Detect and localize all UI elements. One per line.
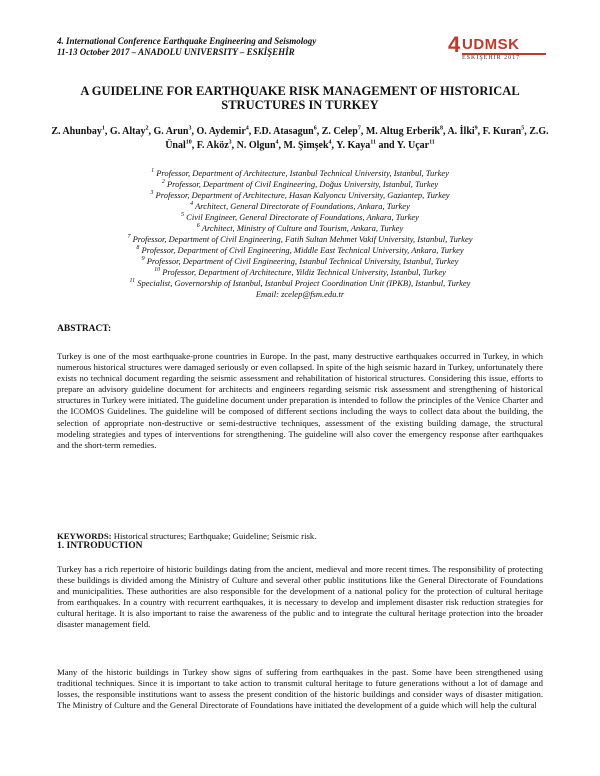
affiliation-text: Professor, Department of Architecture, Istanbul Technical University, Istanbul, Turkey xyxy=(156,168,449,178)
author xyxy=(483,126,530,137)
conference-logo xyxy=(448,33,548,67)
author-separator: , xyxy=(524,126,530,137)
author xyxy=(51,126,110,137)
intro-paragraph-2: Many of the historic buildings in Turkey show signs of suffering from earthquakes in the past. Some have been strengthened using traditional techniques. Since it is important to take action to transmit cultural heritage to future generations without a lot of damage and losses, the responsible institutions want to assess the present condition of the historic buildings and consider ways of disaster mitigation. The Ministry of Culture and the General Directorate of Foundations have initiated the development of a guide which will help the cultural xyxy=(57,667,543,711)
affiliation-text: Specialist, Governorship of Istanbul, Istanbul Project Coordination Unit (IPKB), Istanbul, Turkey xyxy=(137,278,471,288)
author-name: F. Kuran xyxy=(482,126,522,137)
keywords-text: Historical structures; Earthquake; Guideline; Seismic risk. xyxy=(113,531,317,541)
affiliation xyxy=(40,168,560,179)
affiliation xyxy=(40,212,560,223)
intro-paragraph-1: Turkey has a rich repertoire of historic buildings dating from the ancient, medieval and more recent times. The responsibility of protecting these buildings is divided among the Ministry of Culture and several other public institutions like the General Directorate of Foundations and municipalities. These authorities are also responsible for the development of a national policy for the protection of cultural heritage from earthquakes. In a country with recurrent earthquakes, it is necessary to develop and implement disaster risk reduction strategies for cultural heritage. It is also important to raise the awareness of the public and to integrate the cultural heritage protection into the broader disaster management field. xyxy=(57,564,543,630)
author-separator: , xyxy=(477,126,483,137)
author-affiliation-number: 11 xyxy=(370,139,376,146)
author-affiliation-number: 6 xyxy=(313,125,317,132)
abstract-text: Turkey is one of the most earthquake-prone countries in Europe. In the past, many destructive earthquakes occurred in Turkey, in which numerous historical structures were damaged seriously or even collapsed. In spite of the high seismic hazard in Turkey, unfortunately there exists no technical document regarding the seismic assessment and rehabilitation of historical structures. Considering this issue, efforts to prepare an advisory guideline document for architects and engineers regarding seismic risk assessment and strengthening of historical structures in Turkey were initiated. The guideline document under preparation is intended to follow the principles of the Venice Charter and the ICOMOS Guidelines. The guideline will be composed of different sections including the ways to collect data about the building, the selection of appropriate non-destructive or semi-destructive techniques, assessment of the existing building damage, the structural modeling strategies and types of interventions for strengthening. The guideline will also cover the emergency response after earthquakes and the short-term remedies. xyxy=(57,351,543,450)
author-name: A. İlki xyxy=(447,126,475,137)
affiliation-text: Professor, Department of Civil Engineering, Fatih Sultan Mehmet Vakif University, Istanbul, Turkey xyxy=(132,234,473,244)
author-affiliation-number: 1 xyxy=(101,125,105,132)
author-affiliation-number: 3 xyxy=(228,139,232,146)
introduction-heading: 1. INTRODUCTION xyxy=(57,541,143,551)
conference-line-1: 4. International Conference Earthquake Engineering and Seismology xyxy=(57,36,317,46)
author-separator: , xyxy=(331,140,337,151)
affiliation xyxy=(40,179,560,190)
author-separator: , xyxy=(442,126,448,137)
affiliation xyxy=(40,278,560,289)
affiliation xyxy=(40,234,560,245)
affiliation-number: 5 xyxy=(181,212,185,219)
affiliation-text: Professor, Department of Civil Engineering, Middle East Technical University, Ankara, Turkey xyxy=(141,245,464,255)
affiliation-text: Architect, Ministry of Culture and Tourism, Ankara, Turkey xyxy=(201,223,404,233)
author-separator: , xyxy=(104,126,110,137)
author-affiliation-number: 8 xyxy=(439,125,443,132)
author-name: G. Arun xyxy=(153,126,189,137)
author-name: Y. Uçar xyxy=(396,140,430,151)
author-affiliation-number: 4 xyxy=(328,139,332,146)
logo-text: UDMSK xyxy=(462,36,520,53)
affiliation xyxy=(40,256,560,267)
author-name: M. Altug Erberik xyxy=(365,126,440,137)
affiliation xyxy=(40,190,560,201)
contact-email: Email: zcelep@fsm.edu.tr xyxy=(255,289,345,299)
paper-title xyxy=(40,84,560,112)
author-separator: , xyxy=(148,126,154,137)
affiliation-text: Architect, General Directorate of Foundations, Ankara, Turkey xyxy=(195,201,410,211)
author-affiliation-number: 5 xyxy=(521,125,525,132)
author-name: Y. Kaya xyxy=(336,140,371,151)
affiliation-text: Professor, Department of Architecture, Yildiz Technical University, Istanbul, Turkey xyxy=(162,267,446,277)
affiliation xyxy=(40,223,560,234)
abstract-heading: ABSTRACT: xyxy=(57,324,112,334)
affiliation-number: 10 xyxy=(154,267,161,274)
author-name: M. Şimşek xyxy=(283,140,329,151)
author-separator: , xyxy=(191,126,197,137)
affiliation-text: Professor, Department of Civil Engineering, Doğus University, Istanbul, Turkey xyxy=(166,179,439,189)
author-affiliation-number: 4 xyxy=(275,139,279,146)
author-affiliation-number: 9 xyxy=(474,125,478,132)
logo-number: 4 xyxy=(448,32,461,57)
logo-subtitle: ESKİŞEHİR 2017 xyxy=(462,55,521,61)
affiliation-number: 2 xyxy=(161,179,165,186)
title-line-2: STRUCTURES IN TURKEY xyxy=(221,98,379,112)
affiliation-number: 9 xyxy=(141,256,145,263)
author-name: G. Altay xyxy=(109,126,146,137)
affiliation-number: 8 xyxy=(136,245,140,252)
affiliation-number: 11 xyxy=(129,278,136,285)
author-name: Z. Ahunbay xyxy=(51,126,102,137)
author-separator: , xyxy=(191,140,197,151)
keywords xyxy=(57,531,316,541)
author xyxy=(197,140,237,151)
affiliation xyxy=(40,245,560,256)
keywords-label: KEYWORDS: xyxy=(57,531,112,541)
author-affiliation-number: 10 xyxy=(185,139,192,146)
affiliation-number: 1 xyxy=(151,168,155,175)
author xyxy=(153,126,196,137)
author xyxy=(237,140,284,151)
title-line-1: A GUIDELINE FOR EARTHQUAKE RISK MANAGEMENT OF HISTORICAL xyxy=(80,84,520,98)
affiliation xyxy=(40,201,560,212)
author xyxy=(366,126,448,137)
author xyxy=(254,126,322,137)
author xyxy=(110,126,154,137)
author-affiliation-number: 4 xyxy=(245,125,249,132)
affiliation-list xyxy=(40,168,560,300)
affiliation-number: 3 xyxy=(150,190,154,197)
author xyxy=(322,126,366,137)
author xyxy=(284,140,337,151)
author-separator: , xyxy=(316,126,322,137)
affiliation-number: 6 xyxy=(196,223,200,230)
affiliation xyxy=(40,267,560,278)
author-separator: , xyxy=(231,140,237,151)
author-name: Z.G. Ünal xyxy=(165,126,549,151)
affiliation-text: Professor, Department of Civil Engineering, Istanbul Technical University, Istanbul, Turkey xyxy=(146,256,459,266)
author-affiliation-number: 7 xyxy=(357,125,361,132)
author-name: Z. Celep xyxy=(321,126,358,137)
author-name: N. Olgun xyxy=(236,140,276,151)
author-name: O. Aydemir xyxy=(196,126,246,137)
conference-header xyxy=(57,36,316,58)
affiliation-number: 4 xyxy=(190,201,194,208)
author-affiliation-number: 2 xyxy=(145,125,149,132)
author-separator: and xyxy=(375,140,397,151)
author-name: F. Aköz xyxy=(196,140,229,151)
author-separator: , xyxy=(248,126,254,137)
author xyxy=(336,140,397,151)
conference-line-2: 11-13 October 2017 – ANADOLU UNIVERSITY – ESKİŞEHİR xyxy=(57,47,295,57)
author-affiliation-number: 3 xyxy=(188,125,192,132)
author-list xyxy=(40,125,560,153)
affiliation-text: Professor, Department of Architecture, Hasan Kalyoncu University, Gaziantep, Turkey xyxy=(155,190,450,200)
author xyxy=(397,140,435,151)
author-affiliation-number: 11 xyxy=(429,139,435,146)
author-separator: , xyxy=(360,126,366,137)
author-separator: , xyxy=(278,140,284,151)
affiliation-text: Civil Engineer, General Directorate of Foundations, Ankara, Turkey xyxy=(186,212,419,222)
author-name: F.D. Atasagun xyxy=(253,126,314,137)
affiliation-number: 7 xyxy=(127,234,131,241)
author xyxy=(197,126,254,137)
author xyxy=(447,126,482,137)
